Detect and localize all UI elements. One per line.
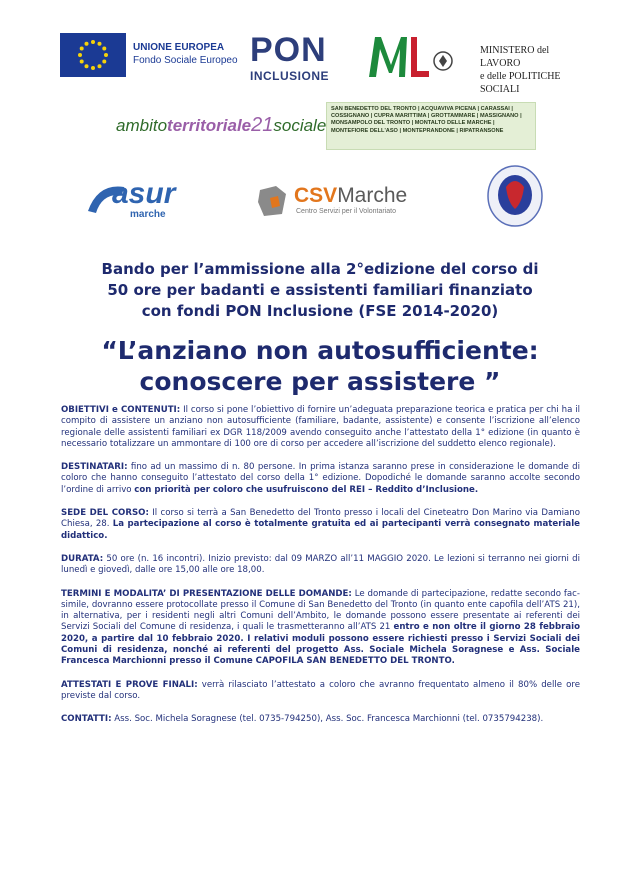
logo-row-top bbox=[60, 31, 590, 95]
section-sede-bold: La partecipazione al corso è totalmente gratuita ed ai partecipanti verrà consegnato materiale didattico. bbox=[61, 519, 581, 541]
course-headline-line2: conoscere per assistere ” bbox=[139, 367, 501, 396]
csv-word bbox=[294, 184, 407, 208]
csv-marche-logo bbox=[256, 184, 436, 224]
course-headline bbox=[30, 335, 610, 397]
bando-body bbox=[61, 405, 580, 738]
section-destinatari bbox=[61, 462, 580, 496]
course-headline-line1: “L’anziano non autosufficiente: bbox=[101, 336, 539, 365]
section-attestati bbox=[61, 680, 580, 703]
section-contatti-label: CONTATTI: bbox=[61, 714, 112, 725]
section-obiettivi-text: Il corso si pone l’obiettivo di fornire un’adeguata preparazione teorica e pratica per chi ha il compito di assistere un anziano non autosufficiente (familiare, badante, assistente) e consente l’iscrizione all’elenco regionale delle assistenti familiari ex DGR 118/2009 avendo conseguito anche l’attestato della 1° edizione (in quanto è necessario totalizzare un ammontare di 100 ore di corso per accedere all’iscrizione del suddetto elenco regionale). bbox=[61, 405, 580, 449]
section-termini bbox=[61, 589, 580, 668]
section-obiettivi-label: OBIETTIVI e CONTENUTI: bbox=[61, 405, 181, 415]
section-destinatari-bold: con priorità per coloro che usufruiscono del REI – Reddito d’Inclusione. bbox=[134, 484, 479, 495]
bando-title-line3: con fondi PON Inclusione (FSE 2014-2020) bbox=[141, 302, 499, 320]
section-contatti-text: Ass. Soc. Michela Soragnese (tel. 0735-794250), Ass. Soc. Francesca Marchionni (tel. 0735794238). bbox=[111, 714, 544, 725]
ambito-wordmark bbox=[116, 114, 326, 137]
eu-label-line1: UNIONE EUROPEA bbox=[133, 42, 225, 53]
section-sede-label: SEDE DEL CORSO: bbox=[61, 508, 149, 519]
ambito-suffix: sociale bbox=[273, 116, 327, 135]
section-attestati-label: ATTESTATI E PROVE FINALI: bbox=[61, 679, 198, 690]
ministry-emblem-logo bbox=[365, 33, 455, 81]
section-contatti bbox=[61, 714, 580, 725]
asur-marche-logo bbox=[86, 177, 186, 229]
section-obiettivi bbox=[61, 405, 580, 450]
section-durata-label: DURATA: bbox=[61, 553, 104, 564]
bando-title-line1: Bando per l’ammissione alla 2°edizione del corso di bbox=[101, 260, 539, 278]
bando-title bbox=[40, 259, 600, 322]
asur-subtitle: marche bbox=[130, 209, 166, 220]
section-termini-label: TERMINI E MODALITA’ DI PRESENTAZIONE DELLE DOMANDE: bbox=[61, 588, 352, 599]
section-destinatari-label: DESTINATARI: bbox=[61, 462, 128, 473]
pon-inclusione-logo bbox=[250, 33, 345, 83]
section-attestati-text: verrà rilasciato l’attestato a coloro che avranno frequentato almeno il 80% delle ore previste dal corso. bbox=[61, 679, 580, 701]
ambito-territoriale-logo bbox=[116, 102, 536, 150]
section-sede-text: Il corso si terrà a San Benedetto del Tronto presso i locali del Cineteatro Don Marino via Damiano Chiesa, 28. bbox=[61, 508, 580, 530]
section-durata-text: 50 ore (n. 16 incontri). Inizio previsto: dal 09 MARZO all’11 MAGGIO 2020. Le lezioni si terranno nei giorni di lunedì e giovedì, dalle ore 15,00 alle ore 18,00. bbox=[61, 553, 580, 576]
ministry-label-line1: MINISTERO del LAVORO bbox=[480, 45, 550, 69]
ministry-label bbox=[480, 44, 590, 96]
pon-subtitle: INCLUSIONE bbox=[250, 69, 330, 83]
csv-subtitle: Centro Servizi per il Volontariato bbox=[296, 208, 396, 215]
bando-title-line2: 50 ore per badanti e assistenti familiari finanziato bbox=[107, 281, 533, 299]
section-sede bbox=[61, 508, 580, 542]
csv-word-a: CSV bbox=[294, 184, 338, 207]
eu-label-line2: Fondo Sociale Europeo bbox=[133, 55, 238, 66]
csv-map-icon bbox=[256, 184, 290, 218]
asur-word: asur bbox=[112, 177, 176, 210]
ministry-label-line2: e delle POLITICHE SOCIALI bbox=[480, 71, 561, 95]
csv-word-b: Marche bbox=[337, 184, 408, 207]
associazione-insieme-logo bbox=[486, 165, 544, 227]
eu-flag-logo bbox=[60, 33, 126, 77]
section-termini-bold: entro e non oltre il giorno 28 febbraio 2020, a partire dal 10 febbraio 2020. I relativi moduli possono essere richiesti presso i Servizi Sociali dei Comuni di residenza, nonché ai referenti del progetto Ass. Sociale Michela Soragnese e Ass. Sociale Francesca Marchionni presso il Comune CAPOFILA SAN BENEDETTO DEL TRONTO. bbox=[61, 622, 580, 667]
eu-label bbox=[133, 41, 238, 67]
ambito-prefix: ambito bbox=[116, 116, 168, 135]
ambito-highlight: territoriale bbox=[167, 116, 252, 135]
section-durata bbox=[61, 554, 580, 577]
ambito-towns-list: SAN BENEDETTO DEL TRONTO | ACQUAVIVA PICENA | CARASSAI | COSSIGNANO | CUPRA MARITTIMA | GROTTAMMARE | MASSIGNANO | MONSAMPOLO DEL TRONTO | MONTALTO DELLE MARCHE | MONTEFIORE DELL'ASO | MONTEPRANDONE | RIPATRANSONE bbox=[326, 102, 536, 150]
section-termini-text: Le domande di partecipazione, redatte secondo fac-simile, dovranno essere protocollate presso il Comune di San Benedetto del Tronto (in quanto ente capofila dell’ATS 21), in alternativa, per i residenti negli altri Comuni dell’Ambito, le domande possono essere presentate ai referenti dei Servizi Sociali del Comune di residenza, i quali le trasmetteranno all’ATS 21 bbox=[61, 588, 580, 633]
ambito-number: 21 bbox=[251, 114, 274, 136]
section-destinatari-text: fino ad un massimo di n. 80 persone. In prima istanza saranno prese in considerazione le domande di coloro che hanno conseguito l’attestato del corso della 1° edizione. Dopodiché le domande saranno accolte secondo l’ordine di arrivo bbox=[61, 462, 580, 495]
pon-word: PON bbox=[250, 31, 327, 69]
